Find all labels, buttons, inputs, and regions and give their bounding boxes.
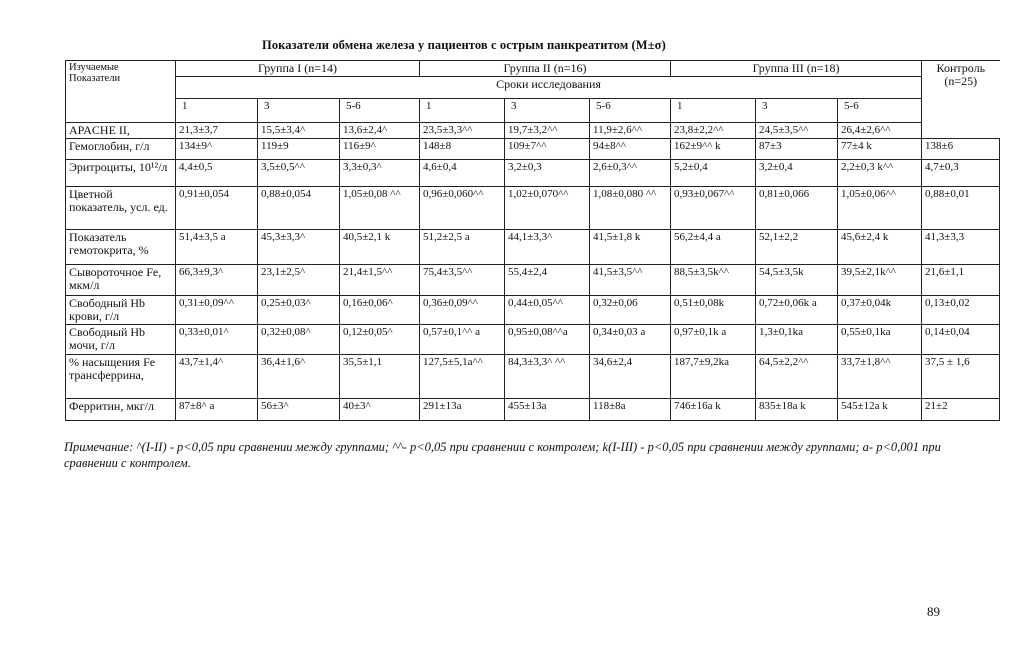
value-cell: 119±9	[258, 139, 340, 160]
value-cell: 134±9^	[176, 139, 258, 160]
table-title: Показатели обмена железа у пациентов с острым панкреатитом (M±σ)	[262, 38, 666, 52]
value-cell: 11,9±2,6^^	[590, 123, 671, 139]
table-row	[66, 399, 1000, 421]
terms-header: Сроки исследования	[176, 77, 922, 99]
value-cell: 88,5±3,5k^^	[671, 265, 756, 296]
value-cell: 45,6±2,4 k	[838, 230, 922, 265]
row-label: Цветной показатель, усл. ед.	[66, 187, 176, 230]
value-cell: 24,5±3,5^^	[756, 123, 838, 139]
value-cell: 4,4±0,5	[176, 160, 258, 187]
value-cell: 0,72±0,06k a	[756, 296, 838, 325]
table-row	[66, 355, 1000, 399]
control-cell: 37,5 ± 1,6	[922, 355, 1000, 399]
value-cell: 291±13a	[420, 399, 505, 421]
value-cell: 1,08±0,080 ^^	[590, 187, 671, 230]
value-cell: 2,6±0,3^^	[590, 160, 671, 187]
value-cell: 41,5±3,5^^	[590, 265, 671, 296]
value-cell: 0,44±0,05^^	[505, 296, 590, 325]
value-cell: 52,1±2,2	[756, 230, 838, 265]
value-cell: 148±8	[420, 139, 505, 160]
value-cell: 39,5±2,1k^^	[838, 265, 922, 296]
value-cell: 64,5±2,2^^	[756, 355, 838, 399]
value-cell: 1,3±0,1ka	[756, 325, 838, 355]
group-header: Группа II (n=16)	[420, 61, 671, 77]
page-number: 89	[927, 604, 940, 619]
term-header: 5-6	[838, 99, 922, 123]
table-row	[66, 230, 1000, 265]
value-cell: 0,51±0,08k	[671, 296, 756, 325]
row-label: Свободный Hb мочи, г/л	[66, 325, 176, 355]
value-cell: 545±12a k	[838, 399, 922, 421]
value-cell: 0,34±0,03 a	[590, 325, 671, 355]
value-cell: 5,2±0,4	[671, 160, 756, 187]
control-cell: 0,88±0,01	[922, 187, 1000, 230]
value-cell: 1,02±0,070^^	[505, 187, 590, 230]
control-cell: 21±2	[922, 399, 1000, 421]
control-cell: 21,6±1,1	[922, 265, 1000, 296]
value-cell: 0,81±0,066	[756, 187, 838, 230]
value-cell: 44,1±3,3^	[505, 230, 590, 265]
value-cell: 3,3±0,3^	[340, 160, 420, 187]
value-cell: 1,05±0,08 ^^	[340, 187, 420, 230]
value-cell: 15,5±3,4^	[258, 123, 340, 139]
value-cell: 0,25±0,03^	[258, 296, 340, 325]
value-cell: 75,4±3,5^^	[420, 265, 505, 296]
value-cell: 118±8a	[590, 399, 671, 421]
value-cell: 0,37±0,04k	[838, 296, 922, 325]
group-header: Группа I (n=14)	[176, 61, 420, 77]
value-cell: 3,2±0,4	[756, 160, 838, 187]
value-cell: 26,4±2,6^^	[838, 123, 922, 139]
table-row	[66, 160, 1000, 187]
term-header: 1	[420, 99, 505, 123]
value-cell: 23,1±2,5^	[258, 265, 340, 296]
value-cell: 0,33±0,01^	[176, 325, 258, 355]
table-note: Примечание: ^(I-II) - p<0,05 при сравнении между группами; ^^- p<0,05 при сравнении с контролем; k(I-III) - p<0,05 при сравнении между группами; a- p<0,001 при сравнении с контролем.	[64, 440, 941, 470]
value-cell: 56,2±4,4 a	[671, 230, 756, 265]
control-cell: 0,13±0,02	[922, 296, 1000, 325]
row-label: % насыщения Fe трансферрина,	[66, 355, 176, 399]
value-cell: 40,5±2,1 k	[340, 230, 420, 265]
iron-metabolism-table	[65, 60, 1000, 421]
value-cell: 33,7±1,8^^	[838, 355, 922, 399]
value-cell: 45,3±3,3^	[258, 230, 340, 265]
value-cell: 0,36±0,09^^	[420, 296, 505, 325]
value-cell: 3,5±0,5^^	[258, 160, 340, 187]
value-cell: 0,57±0,1^^ a	[420, 325, 505, 355]
term-header: 1	[176, 99, 258, 123]
row-label: Свободный Hb крови, г/л	[66, 296, 176, 325]
row-label: APACHE II,	[66, 123, 176, 139]
value-cell: 54,5±3,5k	[756, 265, 838, 296]
group-header: Группа III (n=18)	[671, 61, 922, 77]
value-cell: 94±8^^	[590, 139, 671, 160]
value-cell: 455±13a	[505, 399, 590, 421]
value-cell: 40±3^	[340, 399, 420, 421]
table-row	[66, 123, 1000, 139]
value-cell: 0,31±0,09^^	[176, 296, 258, 325]
value-cell: 127,5±5,1a^^	[420, 355, 505, 399]
value-cell: 0,32±0,08^	[258, 325, 340, 355]
value-cell: 66,3±9,3^	[176, 265, 258, 296]
value-cell: 109±7^^	[505, 139, 590, 160]
value-cell: 84,3±3,3^ ^^	[505, 355, 590, 399]
value-cell: 0,91±0,054	[176, 187, 258, 230]
row-label: Показатель гемотокрита, %	[66, 230, 176, 265]
table-row	[66, 139, 1000, 160]
value-cell: 35,5±1,1	[340, 355, 420, 399]
value-cell: 0,88±0,054	[258, 187, 340, 230]
value-cell: 4,6±0,4	[420, 160, 505, 187]
value-cell: 36,4±1,6^	[258, 355, 340, 399]
value-cell: 13,6±2,4^	[340, 123, 420, 139]
value-cell: 87±3	[756, 139, 838, 160]
value-cell: 41,5±1,8 k	[590, 230, 671, 265]
control-cell	[922, 123, 1000, 139]
control-cell: 0,14±0,04	[922, 325, 1000, 355]
term-header: 3	[505, 99, 590, 123]
row-label: Ферритин, мкг/л	[66, 399, 176, 421]
value-cell: 0,93±0,067^^	[671, 187, 756, 230]
value-cell: 19,7±3,2^^	[505, 123, 590, 139]
row-label: Гемоглобин, г/л	[66, 139, 176, 160]
table-row	[66, 187, 1000, 230]
value-cell: 1,05±0,06^^	[838, 187, 922, 230]
value-cell: 2,2±0,3 k^^	[838, 160, 922, 187]
value-cell: 0,97±0,1k a	[671, 325, 756, 355]
value-cell: 23,5±3,3^^	[420, 123, 505, 139]
value-cell: 21,3±3,7	[176, 123, 258, 139]
term-header: 3	[258, 99, 340, 123]
value-cell: 116±9^	[340, 139, 420, 160]
control-cell: 4,7±0,3	[922, 160, 1000, 187]
table-row	[66, 296, 1000, 325]
value-cell: 87±8^ a	[176, 399, 258, 421]
value-cell: 55,4±2,4	[505, 265, 590, 296]
value-cell: 0,16±0,06^	[340, 296, 420, 325]
control-cell: 41,3±3,3	[922, 230, 1000, 265]
value-cell: 187,7±9,2ka	[671, 355, 756, 399]
term-header: 5-6	[590, 99, 671, 123]
value-cell: 77±4 k	[838, 139, 922, 160]
term-header: 1	[671, 99, 756, 123]
value-cell: 0,32±0,06	[590, 296, 671, 325]
value-cell: 0,95±0,08^^a	[505, 325, 590, 355]
value-cell: 23,8±2,2^^	[671, 123, 756, 139]
value-cell: 56±3^	[258, 399, 340, 421]
param-column-header: Изучаемые Показатели	[66, 61, 176, 123]
value-cell: 3,2±0,3	[505, 160, 590, 187]
control-cell: 138±6	[922, 139, 1000, 160]
value-cell: 34,6±2,4	[590, 355, 671, 399]
value-cell: 21,4±1,5^^	[340, 265, 420, 296]
value-cell: 43,7±1,4^	[176, 355, 258, 399]
value-cell: 0,55±0,1ka	[838, 325, 922, 355]
value-cell: 835±18a k	[756, 399, 838, 421]
value-cell: 0,96±0,060^^	[420, 187, 505, 230]
control-header: Контроль (n=25)	[922, 61, 1000, 123]
value-cell: 51,4±3,5 a	[176, 230, 258, 265]
table-row	[66, 325, 1000, 355]
term-header: 5-6	[340, 99, 420, 123]
value-cell: 746±16a k	[671, 399, 756, 421]
value-cell: 162±9^^ k	[671, 139, 756, 160]
term-header: 3	[756, 99, 838, 123]
value-cell: 0,12±0,05^	[340, 325, 420, 355]
row-label: Эритроциты, 10¹²/л	[66, 160, 176, 187]
table-row	[66, 265, 1000, 296]
row-label: Сывороточное Fe, мкм/л	[66, 265, 176, 296]
value-cell: 51,2±2,5 a	[420, 230, 505, 265]
